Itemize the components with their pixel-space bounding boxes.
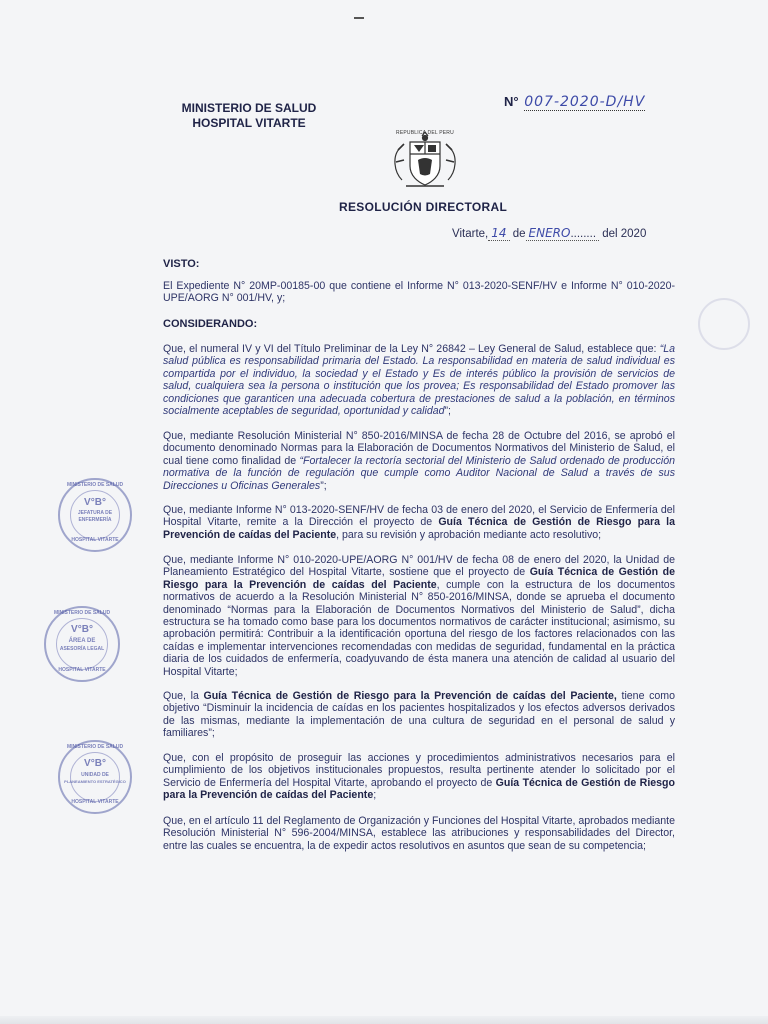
stamp-3-bottom: HOSPITAL VITARTE [71, 799, 119, 805]
document-title: RESOLUCIÓN DIRECTORAL [339, 200, 508, 214]
paragraph-3 [163, 504, 675, 541]
paragraph-1 [163, 343, 675, 417]
day: 14 [491, 226, 507, 240]
stamp-3-mid: V°B° [84, 758, 106, 769]
stamp-1-mid: V°B° [84, 497, 106, 508]
p2-text: Que, mediante Resolución Ministerial N° 850-2016/MINSA de fecha 28 de Octubre del 2016, se aprobó el documento denominado Normas para la Elaboración de Documentos Normativos del Ministerio de Salud, el cual tiene como finalidad de [163, 430, 675, 467]
number-label: N° [504, 94, 519, 109]
vobo-stamp-planning [58, 740, 132, 814]
p5-guide-title: Guía Técnica de Gestión de Riesgo para la Prevención de caídas del Paciente, [203, 690, 617, 702]
p1-end: ”; [444, 405, 451, 418]
paragraph-5 [163, 690, 675, 740]
stamp-2-top: MINISTERIO DE SALUD [53, 610, 111, 616]
vobo-stamp-nursing [58, 478, 132, 552]
stamp-3-line2: PLANEAMIENTO ESTRATÉGICO [64, 779, 126, 784]
visto-heading: VISTO: [163, 258, 200, 270]
p1-text: Que, el numeral IV y VI del Título Preliminar de la Ley N° 26842 – Ley General de Salud, establece que: [163, 343, 660, 355]
p6-guide-title: Guía Técnica de Gestión de Riesgo para la Prevención de caídas del Paciente [163, 776, 675, 802]
p2-quote: “Fortalecer la rectoría sectorial del Ministerio de Salud ordenado de producción normativa de la función de regulación que cumple como Auditor Nacional de Salud a través de sus Direcciones u Oficinas Generales [163, 454, 675, 492]
hospital-name: HOSPITAL VITARTE [192, 116, 306, 130]
stamp-1-top: MINISTERIO DE SALUD [66, 482, 124, 488]
paragraph-4 [163, 554, 675, 678]
peru-coat-of-arms-icon [388, 128, 462, 194]
crest-caption: REPUBLICA DEL PERU [396, 130, 454, 136]
faint-stamp [698, 298, 750, 350]
number-value: 007-2020-D/HV [524, 94, 646, 110]
p6-end: ; [373, 789, 377, 802]
p1-quote: “La salud pública es responsabilidad primaria del Estado. La responsabilidad en materia de salud individual es compartida por el individuo, la sociedad y el Estado y Es de interés público la provisión de servicios de salud, cualquiera sea la persona o institución que los provea; Es responsabilidad del Estado promover las condiciones que garanticen una adecuada cobertura de prestaciones de salud a la población, en términos socialmente aceptables de seguridad, oportunidad y calidad [163, 343, 675, 418]
p2-end: ”; [320, 479, 327, 492]
paragraph-7: Que, en el artículo 11 del Reglamento de Organización y Funciones del Hospital Vitarte, aprobados mediante Resolución Ministerial N° 596-2004/MINSA, establece las atribuciones y responsabilidades del Director, entre las cuales se encuentra, la de expedir actos resolutivos en asuntos que sean de su competencia; [163, 815, 675, 852]
date-de: de [512, 228, 526, 240]
stamp-2-line2: ASESORÍA LEGAL [59, 646, 105, 652]
stamp-1-bottom: HOSPITAL VITARTE [71, 537, 119, 543]
visto-text: El Expediente N° 20MP-00185-00 que contiene el Informe N° 013-2020-SENF/HV e Informe N° 010-2020-UPE/AORG N° 001/HV, y; [163, 280, 675, 305]
p6-text: Que, con el propósito de proseguir las acciones y procedimientos administrativos necesarios para el cumplimiento de los objetivos institucionales propuestos, resulta pertinente atender lo solicitado por el Servicio de Enfermería del Hospital Vitarte, aprobando el proyecto de [163, 752, 675, 789]
p5-text: Que, la [163, 690, 204, 702]
stamp-1-line1: JEFATURA DE [77, 510, 113, 516]
stamp-2-bottom: HOSPITAL VITARTE [58, 667, 106, 673]
stamp-2-line1: ÁREA DE [68, 638, 96, 644]
ministry-name: MINISTERIO DE SALUD [181, 101, 317, 115]
vobo-stamp-legal [44, 606, 120, 682]
p5-end: tiene como objetivo “Disminuir la incidencia de caídas en los pacientes hospitalizados y los efectos adversos derivados de las mismas, mediante la implementación de una cultura de seguridad en el personal de salud y familiares”; [163, 690, 675, 740]
p4-guide-title: Guía Técnica de Gestión de Riesgo para la Prevención de caídas del Paciente [163, 566, 675, 591]
stamp-1-line2: ENFERMERÍA [78, 517, 112, 523]
stamp-3-top: MINISTERIO DE SALUD [66, 744, 124, 750]
p3-text: Que, mediante Informe N° 013-2020-SENF/HV de fecha 03 de enero del 2020, el Servicio de Enfermería del Hospital Vitarte, remite a la Dirección el proyecto de [163, 504, 675, 529]
p4-text: Que, mediante Informe N° 010-2020-UPE/AORG N° 001/HV de fecha 08 de enero del 2020, la Unidad de Planeamiento Estratégico del Hospital Vitarte, sostiene que el proyecto de [163, 554, 675, 579]
paragraph-2 [163, 430, 675, 492]
p3-guide-title: Guía Técnica de Gestión de Riesgo para la Prevención de caídas del Paciente [163, 516, 675, 541]
year: del 2020 [602, 228, 647, 240]
stamp-2-mid: V°B° [71, 624, 93, 635]
p4-end: , cumple con la estructura de los documentos normativos de acuerdo a la Resolución Ministerial N° 850-2016/MINSA, donde se aprueba el documento denominado “Normas para la Elaboración de Documentos Normativos del Ministerio de Salud”, dicha estructura se ha tomado como base para los documentos normativos de carácter institucional; asimismo, su aprobación permitirá: Contribuir a la identificación oportuna del riesgo de los factores relacionados con las caídas e implementar intervenciones recomendadas con medidas de seguridad, fundamental en la práctica diaria de los cuidados de enfermería, coadyuvando de ésta manera una atención de calidad al usuario del Hospital Vitarte; [163, 578, 675, 678]
resolution-number [504, 94, 645, 110]
p3-end: , para su revisión y aprobación mediante acto resolutivo; [336, 528, 602, 541]
paragraph-6 [163, 752, 675, 802]
month: ENERO [528, 226, 571, 240]
scan-bottom-edge [0, 1016, 768, 1024]
considerando-heading: CONSIDERANDO: [163, 318, 258, 330]
scan-mark [354, 17, 364, 19]
date-line: Vitarte, 14 de ENERO........ del 2020 [452, 226, 647, 240]
city: Vitarte, [452, 228, 489, 240]
stamp-3-line1: UNIDAD DE [81, 772, 109, 778]
institution-header [164, 101, 334, 131]
